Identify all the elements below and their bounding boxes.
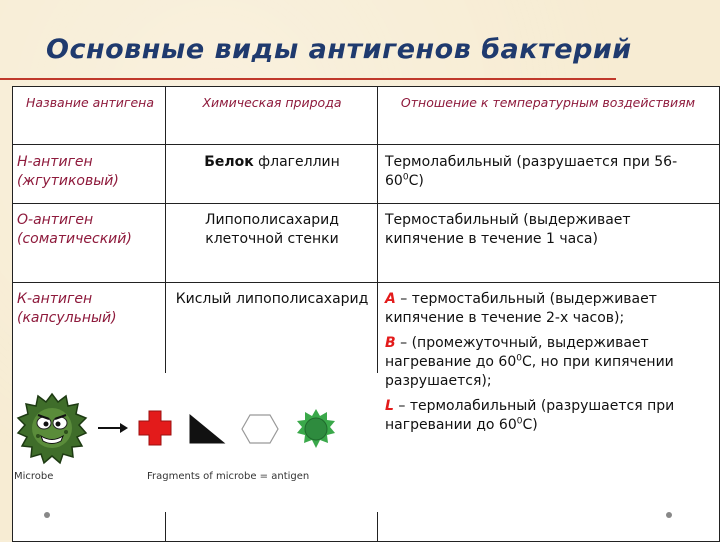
microbe-antigen-illustration	[14, 373, 382, 512]
microbe-icon	[18, 394, 86, 463]
title-underline	[0, 78, 616, 80]
header-chemical-nature: Химическая природа	[202, 95, 342, 110]
hexagon-fragment-icon	[242, 415, 278, 443]
k-antigen-type-b	[385, 334, 713, 391]
row-o-antigen-temp: Термостабильный (выдерживает кипячение в течение 1 часа)	[385, 212, 631, 247]
type-letter: А	[385, 291, 396, 307]
green-star-fragment-icon	[297, 409, 335, 448]
header-antigen-name: Название антигена	[25, 95, 155, 110]
temp-end: С)	[408, 173, 424, 189]
arrow-icon	[98, 423, 128, 433]
row-h-antigen-name: Н-антиген (жгутиковый)	[17, 154, 119, 189]
row-o-antigen-chem: Липополисахарид клеточной стенки	[205, 212, 339, 247]
red-cross-fragment-icon	[139, 411, 171, 445]
degree-sup: 0	[402, 172, 409, 183]
row-k-antigen-temp	[385, 290, 713, 441]
k-antigen-type-a	[385, 290, 713, 328]
header-temperature: Отношение к температурным воздействиям	[400, 95, 696, 110]
row-h-antigen-chem	[169, 153, 375, 172]
illustration-svg	[14, 373, 382, 512]
row-divider	[13, 144, 719, 145]
type-text: – (промежуточный, выдерживает нагревание до 60	[385, 335, 649, 370]
degree-sup: 0	[516, 353, 522, 364]
microbe-caption: Microbe	[14, 471, 54, 482]
slide-bullet	[44, 512, 50, 518]
chem-rest: флагеллин	[253, 154, 340, 170]
row-h-antigen-temp	[385, 153, 713, 191]
type-letter: L	[385, 398, 394, 414]
slide-bullet	[666, 512, 672, 518]
row-divider	[13, 282, 719, 283]
type-text-end: С, но при кипячении разрушается);	[385, 354, 674, 389]
type-text: – термолабильный (разрушается при нагревании до 60	[385, 398, 675, 433]
triangle-fragment-icon	[190, 415, 224, 443]
type-text-end: С)	[522, 417, 538, 433]
fragments-caption: Fragments of microbe = antigen	[147, 471, 310, 482]
type-text: – термостабильный (выдерживает кипячение в течение 2-х часов);	[385, 291, 657, 326]
row-k-antigen-name: К-антиген (капсульный)	[17, 291, 117, 326]
row-k-antigen-chem: Кислый липополисахарид	[175, 291, 369, 307]
temp-text: Термолабильный (разрушается при 56-60	[385, 154, 678, 189]
chem-bold-word: Белок	[204, 154, 254, 170]
row-divider	[13, 203, 719, 204]
page-title: Основные виды антигенов бактерий	[46, 34, 632, 65]
type-letter: В	[385, 335, 396, 351]
k-antigen-type-l	[385, 397, 713, 435]
row-o-antigen-name: О-антиген (соматический)	[17, 212, 132, 247]
degree-sup: 0	[516, 416, 523, 427]
